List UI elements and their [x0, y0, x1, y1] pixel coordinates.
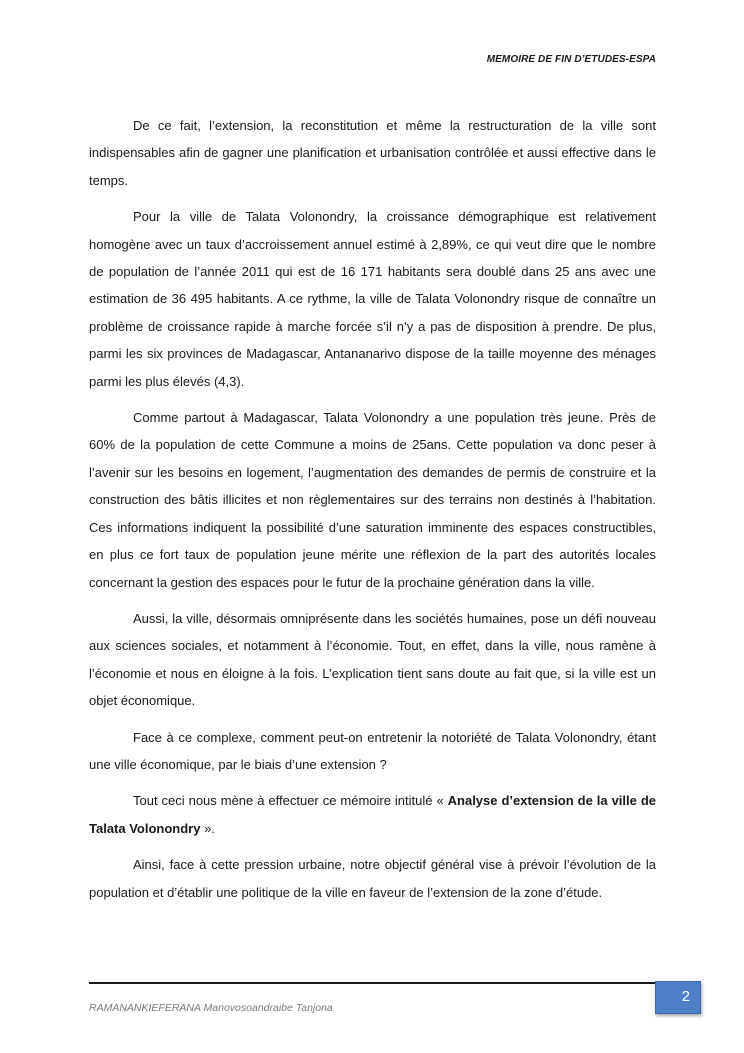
footer-author: RAMANANKIEFERANA Manovosoandraibe Tanjona: [89, 1002, 333, 1014]
paragraph-6: [89, 787, 656, 842]
page-number-badge: 2: [655, 981, 701, 1014]
paragraph-2: Pour la ville de Talata Volonondry, la croissance démographique est relativement homogène avec un taux d’accroissement annuel estimé à 2,89%, ce qui veut dire que le nombre de population de l’année 2011 qui est de 16 171 habitants sera doublé dans 25 ans avec une estimation de 36 495 habitants. A ce rythme, la ville de Talata Volonondry risque de connaître un problème de croissance rapide à marche forcée s’il n’y a pas de disposition à prendre. De plus, parmi les six provinces de Madagascar, Antananarivo dispose de la taille moyenne des ménages parmi les plus élevés (4,3).: [89, 209, 656, 389]
paragraph-6-lead: Tout ceci nous mène à effectuer ce mémoire intitulé «: [133, 793, 448, 809]
paragraph-3: Comme partout à Madagascar, Talata Volonondry a une population très jeune. Près de 60% de la population de cette Commune a moins de 25ans. Cette population va donc peser à l’avenir sur les besoins en logement, l’augmentation des demandes de permis de construire et la construction des bâtis illicites et non règlementaires sur des terrains non destinés à l’habitation. Ces informations indiquent la possibilité d’une saturation imminente des espaces constructibles, en plus ce fort taux de population jeune mérite une réflexion de la part des autorités locales concernant la gestion des espaces pour le futur de la prochaine génération dans la ville.: [89, 410, 656, 590]
paragraph-4: Aussi, la ville, désormais omniprésente dans les sociétés humaines, pose un défi nouveau aux sciences sociales, et notamment à l’économie. Tout, en effet, dans la ville, nous ramène à l’économie et nous en éloigne à la fois. L’explication tient sans doute au fait que, si la ville est un objet économique.: [89, 610, 656, 709]
paragraph-6-tail: ».: [200, 820, 215, 836]
thesis-title: Analyse d’extension de la ville de Talata Volonondry: [89, 793, 656, 836]
paragraph-5: Face à ce complexe, comment peut-on entretenir la notoriété de Talata Volonondry, étant une ville économique, par le biais d’une extension ?: [89, 729, 656, 772]
paragraph-1: De ce fait, l’extension, la reconstitution et même la restructuration de la ville sont indispensables afin de gagner une planification et urbanisation contrôlée et aussi effective dans le temps.: [89, 118, 656, 188]
main-text: [89, 112, 656, 915]
footer-divider: [89, 982, 675, 984]
paragraph-7: Ainsi, face à cette pression urbaine, notre objectif général vise à prévoir l’évolution de la population et d’établir une politique de la ville en faveur de l’extension de la zone d’étude.: [89, 857, 656, 900]
running-header: MEMOIRE DE FIN D’ETUDES-ESPA: [486, 54, 656, 65]
